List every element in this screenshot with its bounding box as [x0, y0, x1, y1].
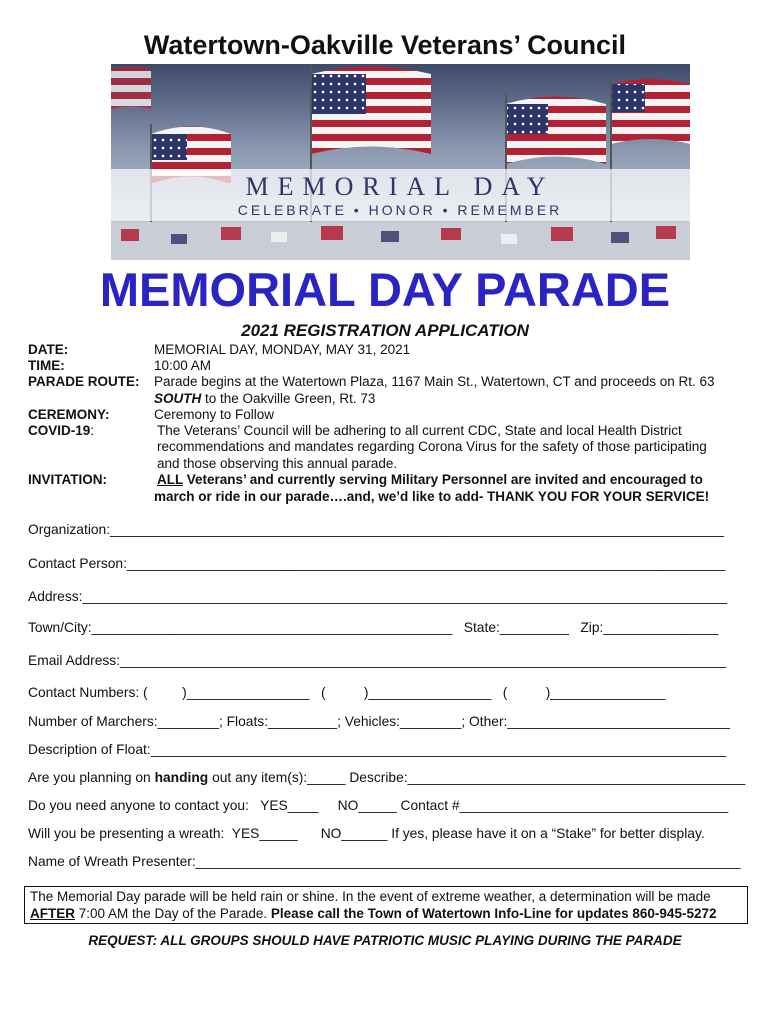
invitation-line-2: march or ride in our parade….and, we’d like to add- THANK YOU FOR YOUR SERVICE! — [154, 489, 710, 504]
parade-title: MEMORIAL DAY PARADE — [99, 263, 671, 316]
invitation-line-1 — [157, 472, 757, 487]
ceremony-label: CEREMONY: — [28, 407, 110, 422]
notice-line-2 — [30, 906, 742, 923]
ceremony-value: Ceremony to Follow — [154, 407, 275, 422]
email-field[interactable]: Email Address:_______________________________________________________________________________ — [28, 653, 727, 668]
registration-subtitle: 2021 REGISTRATION APPLICATION — [241, 321, 529, 340]
memorial-day-banner — [111, 64, 690, 260]
float-description-field[interactable]: Description of Float:___________________________________________________________________________ — [28, 742, 727, 757]
date-label: DATE: — [28, 342, 69, 357]
notice-info-line: Please call the Town of Watertown Info-Line for updates 860-945-5272 — [270, 905, 717, 921]
covid-line-2: recommendations and mandates regarding Corona Virus for the safety of those participating — [157, 439, 707, 454]
covid-line-1: The Veterans’ Council will be adhering to all current CDC, State and local Health District — [157, 423, 682, 438]
town-city-state-zip-field[interactable]: Town/City:_______________________________________________ State:_________ Zip:_______________ — [28, 620, 719, 635]
address-field[interactable]: Address:____________________________________________________________________________________ — [28, 589, 727, 604]
route-south: SOUTH — [154, 391, 202, 406]
covid-label-text: COVID-19 — [28, 423, 91, 438]
marchers-floats-field[interactable]: Number of Marchers:________; Floats:_________; Vehicles:________; Other:_____________________________ — [28, 714, 730, 729]
date-value: MEMORIAL DAY, MONDAY, MAY 31, 2021 — [154, 342, 411, 357]
weather-notice-box — [24, 886, 748, 924]
route-value-line-1: Parade begins at the Watertown Plaza, 1167 Main St., Watertown, CT and proceeds on Rt. 63 — [154, 374, 715, 389]
handing-out-field[interactable] — [28, 770, 745, 785]
notice-line-1: The Memorial Day parade will be held rain or shine. In the event of extreme weather, a determination will be made — [30, 889, 711, 904]
contact-needed-field[interactable]: Do you need anyone to contact you: YES____ NO_____ Contact #___________________________________ — [28, 798, 729, 813]
flag-shape — [111, 67, 151, 110]
notice-line-2-text: 7:00 AM the Day of the Parade. — [75, 905, 271, 921]
wreath-presenter-field[interactable]: Name of Wreath Presenter:_______________________________________________________________________ — [28, 854, 741, 869]
covid-label — [28, 423, 94, 438]
invitation-text-1: Veterans’ and currently serving Military Personnel are invited and encouraged to — [183, 472, 703, 487]
invitation-all: ALL — [157, 472, 183, 487]
council-title: Watertown-Oakville Veterans’ Council — [143, 30, 627, 60]
contact-person-field[interactable]: Contact Person:______________________________________________________________________________ — [28, 556, 726, 571]
banner-tagline: CELEBRATE • HONOR • REMEMBER — [237, 202, 563, 218]
organization-field[interactable]: Organization:________________________________________________________________________________ — [28, 522, 724, 537]
contact-numbers-field[interactable]: Contact Numbers: ( )________________ ( )________________ ( )_______________ — [28, 685, 666, 700]
time-value: 10:00 AM — [154, 358, 212, 373]
notice-after: AFTER — [30, 905, 75, 921]
handing-bold: handing — [154, 770, 209, 785]
handing-prefix: Are you planning on — [28, 770, 155, 785]
handing-suffix: out any item(s):_____ Describe:____________________________________________ — [208, 770, 746, 785]
music-request: REQUEST: ALL GROUPS SHOULD HAVE PATRIOTIC MUSIC PLAYING DURING THE PARADE — [88, 933, 682, 948]
covid-colon: : — [90, 423, 95, 438]
invitation-label: INVITATION: — [28, 472, 107, 487]
wreath-field[interactable]: Will you be presenting a wreath: YES_____ NO______ If yes, please have it on a “Stake” for better display. — [28, 826, 705, 841]
route-label: PARADE ROUTE: — [28, 374, 140, 389]
covid-line-3: and those observing this annual parade. — [157, 456, 398, 471]
time-label: TIME: — [28, 358, 65, 373]
route-value-line-2 — [154, 391, 754, 406]
banner-title: MEMORIAL DAY — [245, 172, 555, 201]
route-destination: to the Oakville Green, Rt. 73 — [201, 391, 376, 406]
